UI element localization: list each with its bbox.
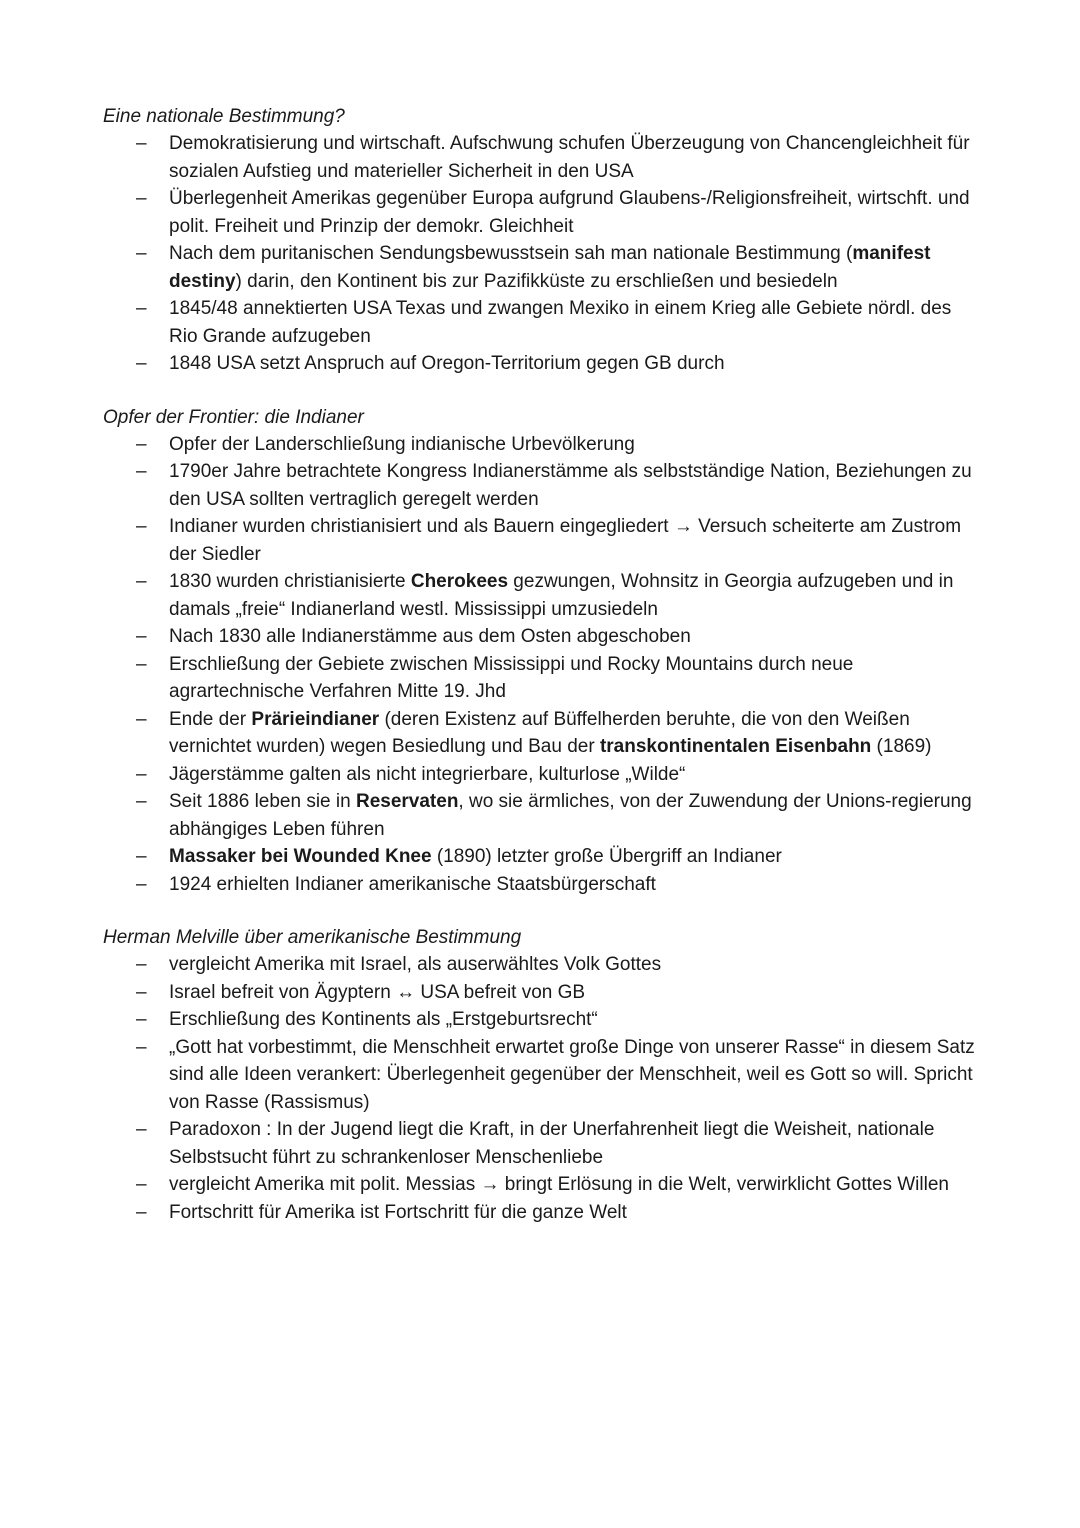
list-item: – Nach 1830 alle Indianerstämme aus dem Osten abgeschoben: [103, 623, 983, 651]
list-item: – 1848 USA setzt Anspruch auf Oregon-Territorium gegen GB durch: [103, 350, 983, 378]
list-item: – Fortschritt für Amerika ist Fortschritt für die ganze Welt: [103, 1199, 983, 1227]
bold-term: Prärieindianer: [251, 708, 380, 730]
list-item: – Nach dem puritanischen Sendungsbewusstsein sah man nationale Bestimmung (manifest destiny) darin, den Kontinent bis zur Pazifikküste zu erschließen und besiedeln: [103, 240, 983, 295]
document-page: [103, 103, 983, 1252]
list-item: – Erschließung des Kontinents als „Erstgeburtsrecht“: [103, 1006, 983, 1034]
list-item: – „Gott hat vorbestimmt, die Menschheit erwartet große Dinge von unserer Rasse“ in diesem Satz sind alle Ideen verankert: Überlegenheit gegenüber der Menschheit, weil es Gott so will. Spricht von Rasse (Rassismus): [103, 1034, 983, 1117]
list-item: – 1924 erhielten Indianer amerikanische Staatsbürgerschaft: [103, 871, 983, 899]
bold-term: transkontinentalen Eisenbahn: [599, 736, 872, 757]
list-item: – Indianer wurden christianisiert und als Bauern eingegliedert → Versuch scheiterte am Zustrom der Siedler: [103, 513, 983, 568]
bullet-list: [103, 130, 983, 378]
list-item: – 1845/48 annektierten USA Texas und zwangen Mexiko in einem Krieg alle Gebiete nördl. des Rio Grande aufzugeben: [103, 295, 983, 350]
list-item: – Jägerstämme galten als nicht integrierbare, kulturlose „Wilde“: [103, 761, 983, 789]
list-item: – Paradoxon : In der Jugend liegt die Kraft, in der Unerfahrenheit liegt die Weisheit, nationale Selbstsucht führt zu schrankenloser Menschenliebe: [103, 1116, 983, 1171]
bold-term: Cherokees: [410, 571, 509, 592]
list-item: – Israel befreit von Ägyptern ↔ USA befreit von GB: [103, 979, 983, 1007]
bold-term: Reservaten: [355, 791, 459, 812]
list-item: – Seit 1886 leben sie in Reservaten, wo sie ärmliches, von der Zuwendung der Unions-regierung abhängiges Leben führen: [103, 788, 983, 843]
section-title: Opfer der Frontier: die Indianer: [103, 406, 364, 428]
list-item: – Opfer der Landerschließung indianische Urbevölkerung: [103, 431, 983, 459]
list-item: – Ende der Prärieindianer (deren Existenz auf Büffelherden beruhte, die von den Weißen vernichtet wurden) wegen Besiedlung und Bau der transkontinentalen Eisenbahn (1869): [103, 706, 983, 761]
bullet-list: [103, 951, 983, 1226]
section-title: Herman Melville über amerikanische Bestimmung: [103, 927, 522, 948]
section-herman-melville: [103, 924, 983, 1226]
list-item: – Demokratisierung und wirtschaft. Aufschwung schufen Überzeugung von Chancengleichheit für sozialen Aufstieg und materieller Sicherheit in den USA: [103, 130, 983, 185]
bold-term: manifest destiny: [169, 243, 931, 292]
list-item: – 1790er Jahre betrachtete Kongress Indianerstämme als selbstständige Nation, Beziehungen zu den USA sollten vertraglich geregelt werden: [103, 458, 983, 513]
list-item: – vergleicht Amerika mit polit. Messias → bringt Erlösung in die Welt, verwirklicht Gottes Willen: [103, 1171, 983, 1199]
list-item: – Erschließung der Gebiete zwischen Mississippi und Rocky Mountains durch neue agrartechnische Verfahren Mitte 19. Jhd: [103, 651, 983, 706]
list-item: – Massaker bei Wounded Knee (1890) letzter große Übergriff an Indianer: [103, 843, 983, 871]
list-item: – vergleicht Amerika mit Israel, als auserwähltes Volk Gottes: [103, 951, 983, 979]
bullet-list: [103, 431, 983, 899]
list-item: – 1830 wurden christianisierte Cherokees gezwungen, Wohnsitz in Georgia aufzugeben und in damals „freie“ Indianerland westl. Mississippi umzusiedeln: [103, 568, 983, 623]
list-item: – Überlegenheit Amerikas gegenüber Europa aufgrund Glaubens-/Religionsfreiheit, wirtschft. und polit. Freiheit und Prinzip der demokr. Gleichheit: [103, 185, 983, 240]
section-nationale-bestimmung: [103, 103, 983, 378]
section-title: Eine nationale Bestimmung?: [103, 106, 345, 127]
section-opfer-der-frontier: [103, 404, 983, 899]
bold-term: Massaker bei Wounded Knee: [169, 846, 432, 867]
